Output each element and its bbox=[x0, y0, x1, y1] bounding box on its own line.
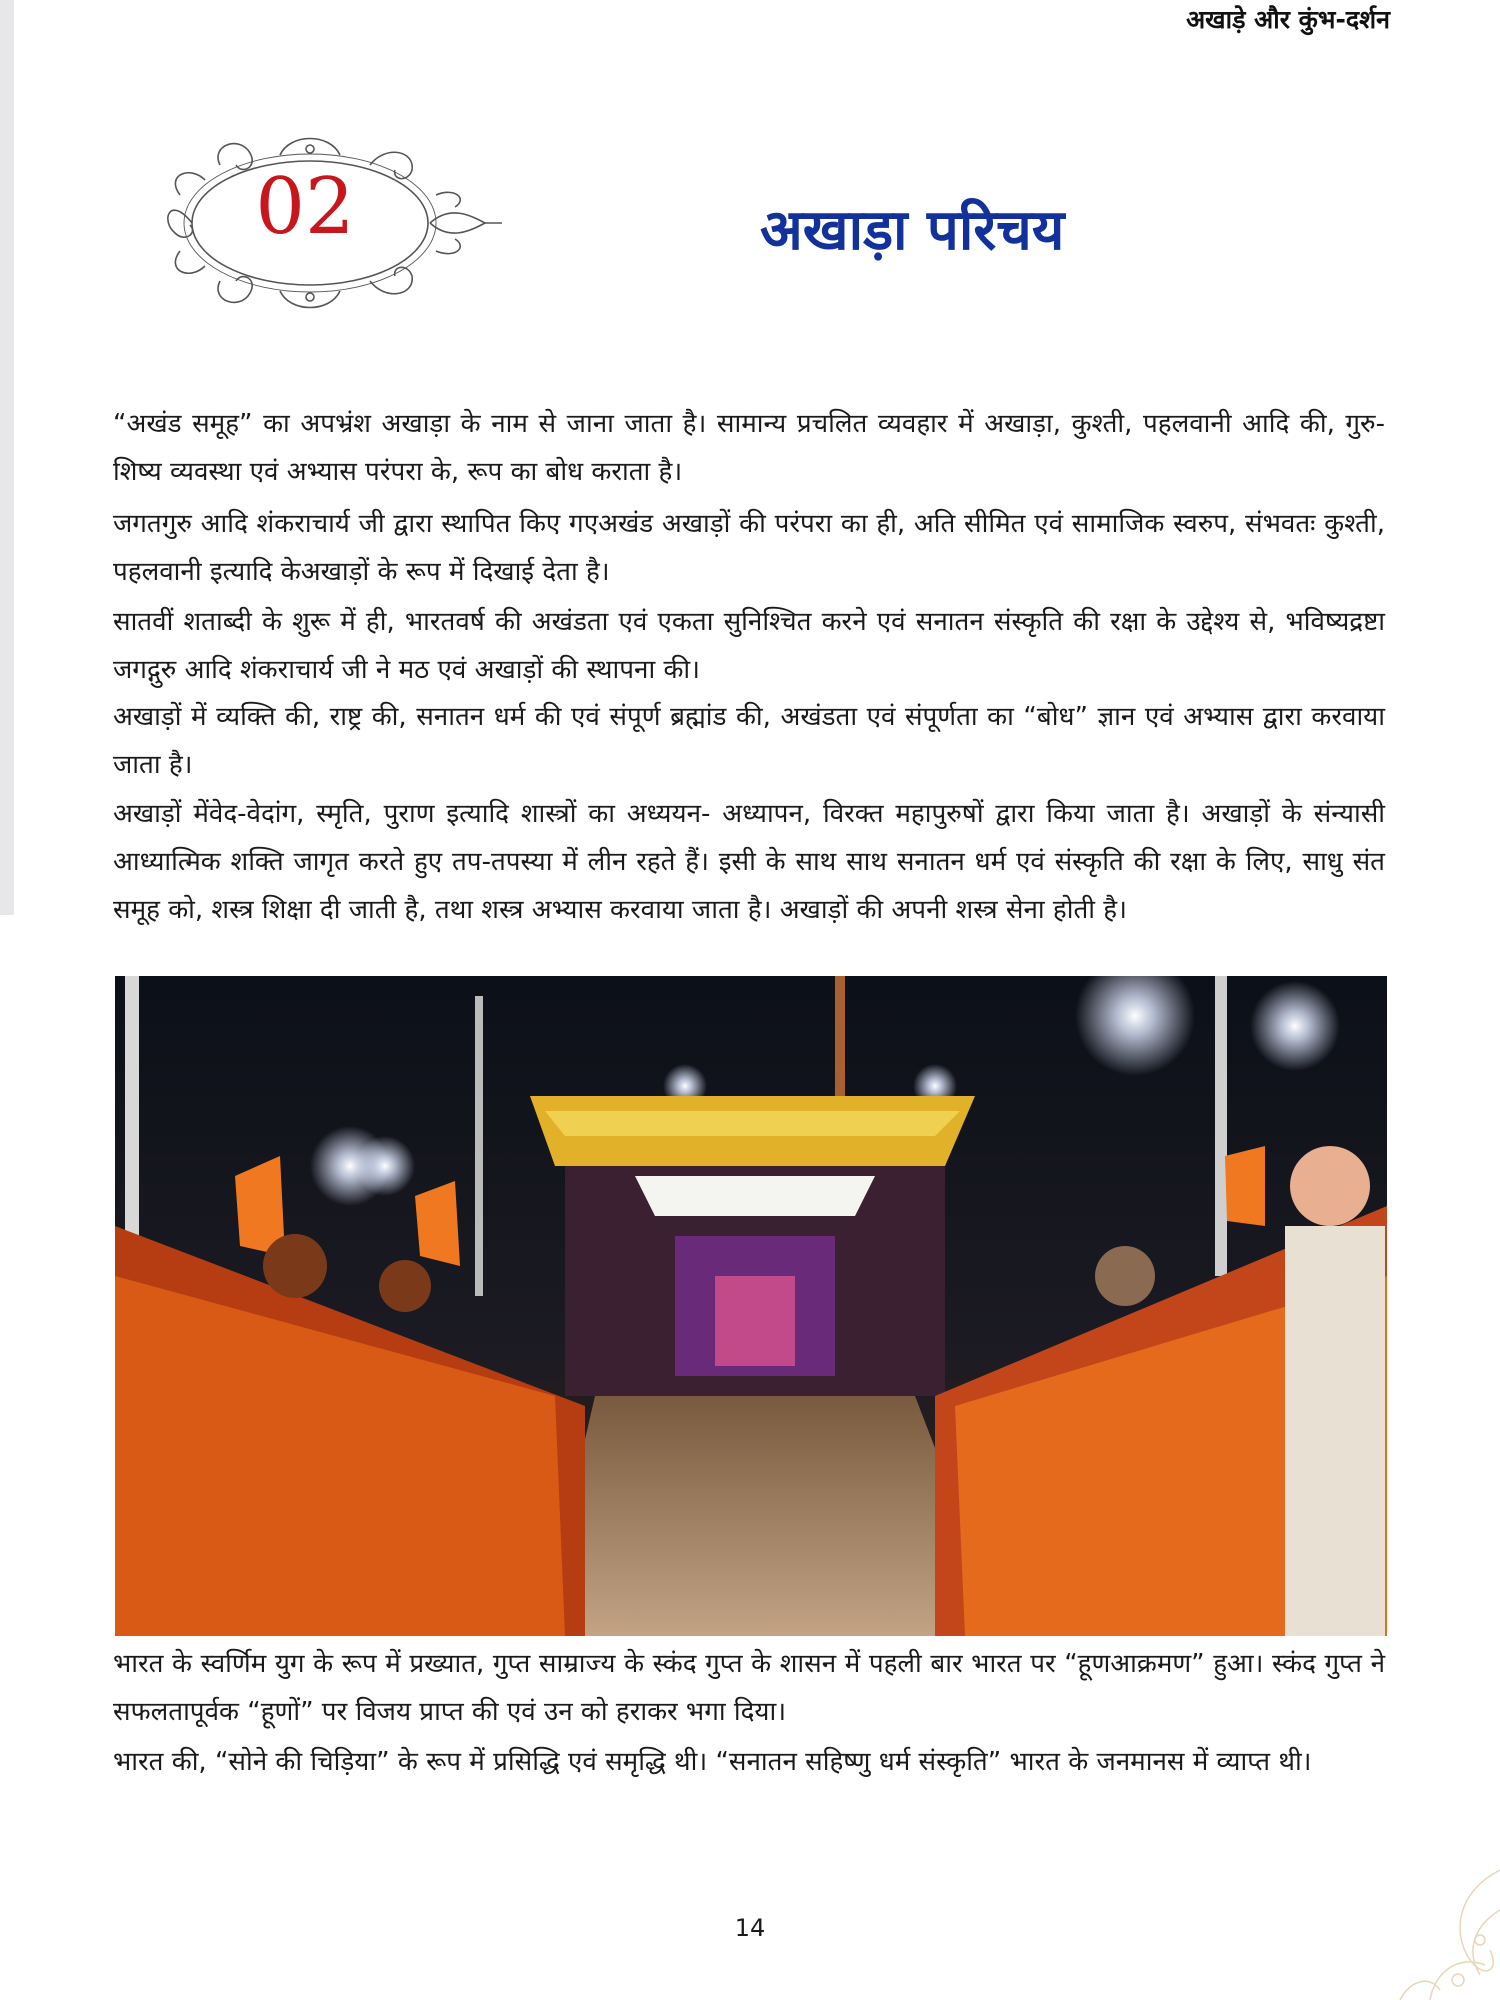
paragraph: भारत की, “सोने की चिड़िया” के रूप में प्रसिद्धि एवं समृद्धि थी। “सनातन सहिष्णु धर्म संस्कृति” भारत के जनमानस में व्याप्त थी। bbox=[113, 1747, 1312, 1777]
paragraph: सातवीं शताब्दी के शुरू में ही, भारतवर्ष की अखंडता एवं एकता सुनिश्चित करने एवं सनातन संस्कृति की रक्षा के उद्देश्य से, भविष्यद्रष्टा जगद्गुरु आदि शंकराचार्य जी ने मठ एवं अखाड़ों की स्थापना की। bbox=[113, 607, 1385, 685]
akhada-procession-photo bbox=[115, 976, 1387, 1636]
paragraph: अखाड़ों मेंवेद-वेदांग, स्मृति, पुराण इत्यादि शास्त्रों का अध्ययन- अध्यापन, विरक्त महापुरुषों द्वारा किया जाता है। अखाड़ों के संन्यासी आध्यात्मिक शक्ति जागृत करते हुए तप-तपस्या में लीन रहते हैं। इसी के साथ साथ सनातन धर्म एवं संस्कृति की रक्षा के लिए, साधु संत समूह को, शस्त्र शिक्षा दी जाती है, तथा शस्त्र अभ्यास करवाया जाता है। अखाड़ों की अपनी शस्त्र सेना होती है। bbox=[113, 799, 1385, 925]
chapter-number: 02 bbox=[255, 162, 355, 252]
page-number: 14 bbox=[734, 1914, 766, 1942]
chapter-title: अखाड़ा परिचय bbox=[760, 198, 1065, 263]
page-edge-shadow bbox=[0, 0, 14, 915]
paragraph: भारत के स्वर्णिम युग के रूप में प्रख्यात, गुप्त साम्राज्य के स्कंद गुप्त के शासन में पहली बार भारत पर “हूणआक्रमण” हुआ। स्कंद गुप्त ने सफलतापूर्वक “हूणों” पर विजय प्राप्त की एवं उन को हराकर भगा दिया। bbox=[113, 1649, 1385, 1727]
paragraph: “अखंड समूह” का अपभ्रंश अखाड़ा के नाम से जाना जाता है। सामान्य प्रचलित व्यवहार में अखाड़ा, कुश्ती, पहलवानी आदि की, गुरु-शिष्य व्यवस्था एवं अभ्यास परंपरा के, रूप का बोध कराता है। bbox=[113, 409, 1385, 487]
corner-ornament bbox=[1340, 1830, 1500, 2000]
running-header: अखाड़े और कुंभ-दर्शन bbox=[1186, 5, 1390, 34]
paragraph: अखाड़ों में व्यक्ति की, राष्ट्र की, सनातन धर्म की एवं संपूर्ण ब्रह्मांड की, अखंडता एवं संपूर्णता का “बोध” ज्ञान एवं अभ्यास द्वारा करवाया जाता है। bbox=[113, 702, 1385, 780]
paragraph: जगतगुरु आदि शंकराचार्य जी द्वारा स्थापित किए गएअखंड अखाड़ों की परंपरा का ही, अति सीमित एवं सामाजिक स्वरुप, संभवतः कुश्ती, पहलवानी इत्यादि केअखाड़ों के रूप में दिखाई देता है। bbox=[113, 509, 1385, 587]
